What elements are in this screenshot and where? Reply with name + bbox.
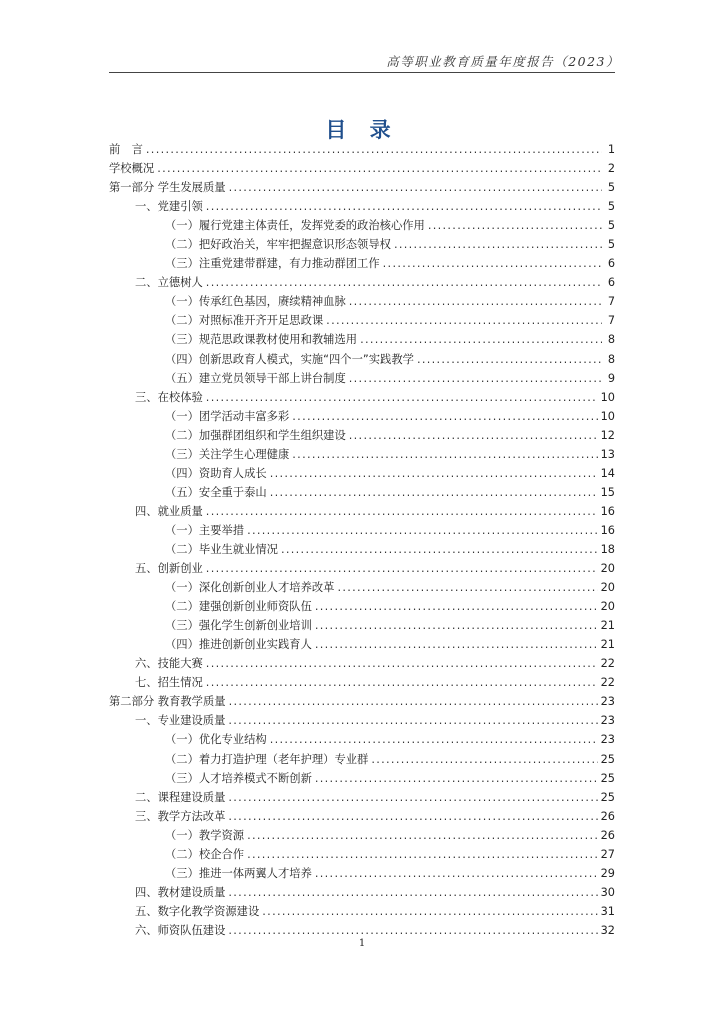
toc-entry[interactable] [109,635,615,654]
dot-leader [206,502,598,521]
toc-entry-label: （三）人才培养模式不断创新 [165,771,312,785]
toc-entry-page: 32 [600,923,615,937]
toc-entry-label: （四）创新思政育人模式，实施“四个一”实践教学 [165,352,414,366]
toc-entry-page: 26 [600,809,615,823]
toc-entry-page: 12 [600,428,615,442]
toc-entry-label: 一、党建引领 [135,200,203,214]
dot-leader [292,407,597,426]
dot-leader [206,388,598,407]
dot-leader [262,902,597,921]
dot-leader [247,521,598,540]
toc-entry-page: 5 [607,219,615,233]
dot-leader [383,254,602,273]
toc-entry-page: 30 [600,885,615,899]
toc-entry[interactable] [109,654,615,673]
dot-leader [371,750,597,769]
toc-entry-page: 20 [600,600,615,614]
dot-leader [315,769,598,788]
dot-leader [228,807,597,826]
toc-entry-page: 5 [607,181,615,195]
toc-entry-label: （三）强化学生创新创业培训 [165,619,312,633]
dot-leader [315,864,598,883]
dot-leader [206,273,602,292]
toc-entry[interactable] [109,197,615,216]
toc-title: 目 录 [325,118,399,142]
dot-leader [349,369,602,388]
dot-leader [417,350,602,369]
toc-entry-page: 7 [607,295,615,309]
toc-entry-label: 第一部分 学生发展质量 [109,181,226,195]
toc-entry-label: （五）建立党员领导干部上讲台制度 [165,371,346,385]
toc-entry[interactable] [109,502,615,521]
toc-entry-label: 一、专业建设质量 [135,714,226,728]
dot-leader [146,140,602,159]
toc-entry-page: 6 [607,257,615,271]
dot-leader [315,597,598,616]
toc-entry-label: （二）对照标准开齐开足思政课 [165,314,324,328]
toc-entry-label: （二）把好政治关，牢牢把握意识形态领导权 [165,238,391,252]
toc-entry-page: 16 [600,523,615,537]
toc-entry-page: 25 [600,771,615,785]
toc-entry-label: （四）推进创新创业实践育人 [165,638,312,652]
toc-entry-label: 六、师资队伍建设 [135,923,226,937]
toc-entry[interactable] [109,445,615,464]
toc-entry[interactable] [109,883,615,902]
dot-leader [360,330,602,349]
toc-entry-label: （三）注重党建带群建，有力推动群团工作 [165,257,380,271]
dot-leader [326,311,602,330]
toc-entry-page: 29 [600,866,615,880]
toc-entry[interactable] [109,845,615,864]
dot-leader [337,578,597,597]
dot-leader [206,654,598,673]
toc-entry-page: 23 [600,714,615,728]
dot-leader [229,692,598,711]
dot-leader [228,883,597,902]
toc-entry-label: （一）教学资源 [165,828,245,842]
toc-entry-label: 二、课程建设质量 [135,790,226,804]
toc-entry[interactable] [109,178,615,197]
toc-entry-page: 23 [600,733,615,747]
toc-entry[interactable] [109,864,615,883]
toc-entry[interactable] [109,292,615,311]
toc-entry-label: （四）资助育人成长 [165,466,267,480]
toc-entry-page: 9 [607,371,615,385]
running-header: 高等职业教育质量年度报告（2023） [386,54,620,69]
toc-entry[interactable] [109,692,615,711]
toc-entry[interactable] [109,311,615,330]
toc-entry-page: 31 [600,904,615,918]
toc-entry[interactable] [109,711,615,730]
toc-entry-page: 5 [607,200,615,214]
toc-entry-label: 六、技能大赛 [135,657,203,671]
toc-entry[interactable] [109,330,615,349]
toc-entry-label: 第二部分 教育教学质量 [109,695,226,709]
toc-entry-page: 6 [607,276,615,290]
dot-leader [206,559,598,578]
toc-entry-page: 20 [600,562,615,576]
toc-entry[interactable] [109,559,615,578]
toc-entry-label: （一）优化专业结构 [165,733,267,747]
toc-entry-label: （一）履行党建主体责任，发挥党委的政治核心作用 [165,219,425,233]
toc-entry-label: 二、立德树人 [135,276,203,290]
dot-leader [228,788,597,807]
toc-entry-label: 学校概况 [109,162,155,176]
dot-leader [206,673,598,692]
toc-entry[interactable] [109,788,615,807]
toc-entry-page: 26 [600,828,615,842]
toc-entry-page: 7 [607,314,615,328]
toc-entry[interactable] [109,597,615,616]
dot-leader [349,426,598,445]
toc-entry[interactable] [109,216,615,235]
toc-entry[interactable] [109,159,615,178]
toc-entry-label: 七、招生情况 [135,676,203,690]
dot-leader [315,635,598,654]
toc-entry-label: （二）毕业生就业情况 [165,542,278,556]
dot-leader [281,540,598,559]
toc-entry-label: 四、教材建设质量 [135,885,226,899]
toc-entry-label: （一）主要举措 [165,523,245,537]
toc-entry-label: 五、创新创业 [135,562,203,576]
toc-entry-page: 16 [600,504,615,518]
dot-leader [270,483,598,502]
toc-entry-page: 8 [607,352,615,366]
toc-entry[interactable] [109,483,615,502]
toc-entry-page: 18 [600,542,615,556]
dot-leader [349,292,602,311]
toc-entry[interactable] [109,235,615,254]
table-of-contents [109,140,615,940]
toc-entry[interactable] [109,273,615,292]
toc-entry-page: 8 [607,333,615,347]
dot-leader [228,711,597,730]
header-rule [109,72,615,73]
toc-entry[interactable] [109,350,615,369]
toc-entry-page: 1 [607,143,615,156]
toc-entry-label: （一）深化创新创业人才培养改革 [165,581,335,595]
toc-entry-label: （一）传承红色基因，赓续精神血脉 [165,295,346,309]
toc-entry[interactable] [109,807,615,826]
toc-entry[interactable] [109,426,615,445]
dot-leader [229,178,602,197]
toc-entry[interactable] [109,673,615,692]
dot-leader [157,159,602,178]
toc-entry-page: 20 [600,581,615,595]
toc-entry-page: 13 [600,447,615,461]
dot-leader [247,826,598,845]
toc-entry-label: 三、在校体验 [135,390,203,404]
toc-entry-label: （三）关注学生心理健康 [165,447,290,461]
toc-entry-label: （二）建强创新创业师资队伍 [165,600,312,614]
toc-entry[interactable] [109,826,615,845]
toc-entry-page: 15 [600,485,615,499]
toc-entry[interactable] [109,750,615,769]
toc-entry-page: 22 [600,657,615,671]
dot-leader [270,730,598,749]
toc-entry[interactable] [109,540,615,559]
dot-leader [206,197,602,216]
toc-entry-label: （一）团学活动丰富多彩 [165,409,290,423]
toc-entry-label: （五）安全重于泰山 [165,485,267,499]
toc-entry[interactable] [109,730,615,749]
toc-entry-label: （三）推进一体两翼人才培养 [165,866,312,880]
toc-entry[interactable] [109,407,615,426]
toc-entry[interactable] [109,616,615,635]
toc-entry-label: 三、教学方法改革 [135,809,226,823]
dot-leader [292,445,597,464]
page-number: 1 [358,938,366,949]
toc-entry-page: 21 [600,638,615,652]
toc-entry[interactable] [109,769,615,788]
toc-entry-page: 10 [600,390,615,404]
dot-leader [315,616,598,635]
toc-entry[interactable] [109,388,615,407]
toc-entry-label: 五、数字化教学资源建设 [135,904,260,918]
dot-leader [428,216,602,235]
dot-leader [247,845,598,864]
toc-entry-label: （二）着力打造护理（老年护理）专业群 [165,752,369,766]
toc-entry[interactable] [109,369,615,388]
toc-entry[interactable] [109,140,615,159]
toc-entry-label: 四、就业质量 [135,504,203,518]
toc-entry-page: 21 [600,619,615,633]
toc-entry-page: 10 [600,409,615,423]
toc-entry[interactable] [109,464,615,483]
toc-entry-label: （二）加强群团组织和学生组织建设 [165,428,346,442]
toc-entry[interactable] [109,521,615,540]
toc-entry-label: 前 言 [109,143,143,156]
toc-entry-page: 2 [607,162,615,176]
toc-entry-page: 14 [600,466,615,480]
toc-entry-page: 22 [600,676,615,690]
toc-entry[interactable] [109,902,615,921]
dot-leader [394,235,602,254]
toc-entry[interactable] [109,254,615,273]
toc-entry-label: （三）规范思政课教材使用和教辅选用 [165,333,358,347]
toc-entry-label: （二）校企合作 [165,847,245,861]
toc-entry-page: 27 [600,847,615,861]
toc-entry[interactable] [109,578,615,597]
dot-leader [270,464,598,483]
toc-entry-page: 25 [600,790,615,804]
toc-entry-page: 5 [607,238,615,252]
toc-entry-page: 23 [600,695,615,709]
toc-entry-page: 25 [600,752,615,766]
